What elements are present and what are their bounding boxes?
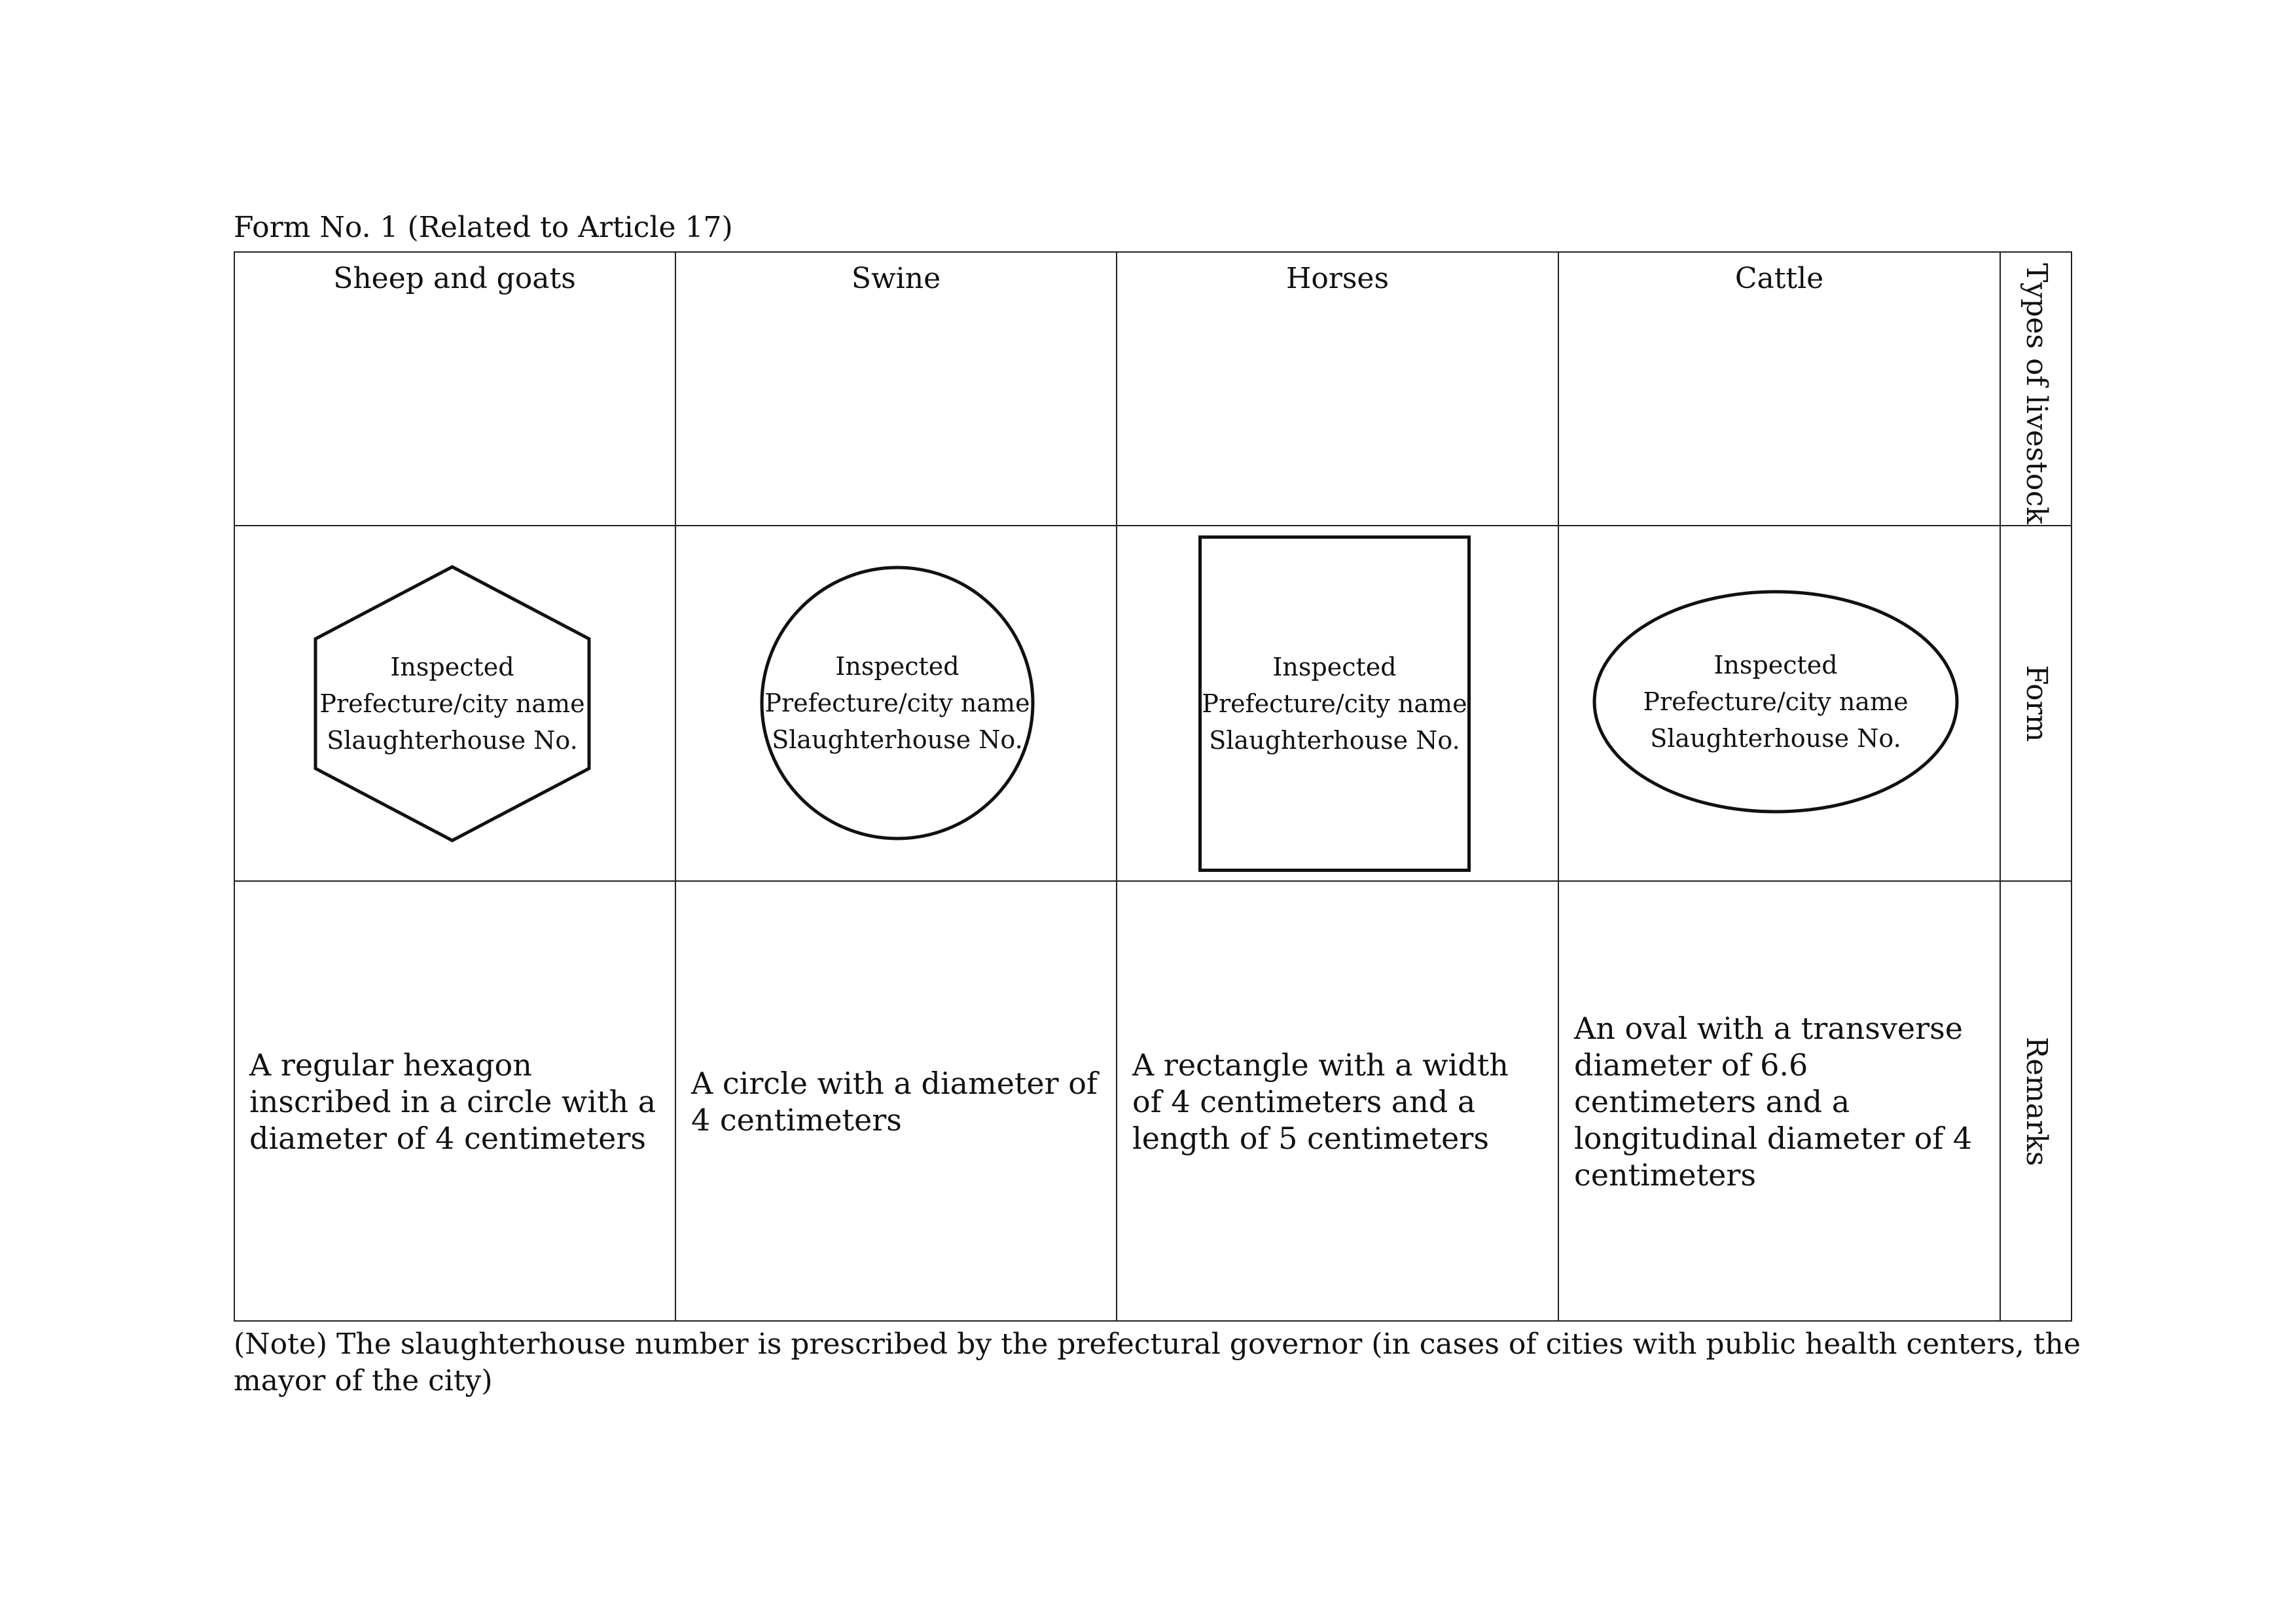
stamp-line-inspected: Inspected	[390, 653, 514, 681]
stamp-line-slaughterhouse-no: Slaughterhouse No.	[1650, 724, 1901, 753]
remark-swine: A circle with a diameter of 4 centimeters	[691, 1065, 1098, 1138]
form-title: Form No. 1 (Related to Article 17)	[234, 211, 733, 244]
row-label-types-of-livestock	[2000, 251, 2072, 526]
header-sheep-and-goats: Sheep and goats	[333, 262, 576, 295]
stamp-line-slaughterhouse-no: Slaughterhouse No.	[772, 725, 1023, 754]
stamp-line-slaughterhouse-no: Slaughterhouse No.	[1209, 726, 1460, 755]
stamp-line-prefecture-city-name: Prefecture/city name	[1202, 689, 1467, 718]
header-swine: Swine	[851, 262, 941, 295]
row-label-types-text: Types of livestock	[2020, 263, 2053, 524]
circle-stamp	[760, 566, 1035, 840]
oval-stamp	[1592, 590, 1959, 814]
stamp-line-prefecture-city-name: Prefecture/city name	[319, 689, 585, 718]
remark-horses: A rectangle with a width of 4 centimeters and a length of 5 centimeters	[1132, 1047, 1509, 1156]
stamp-line-prefecture-city-name: Prefecture/city name	[764, 689, 1030, 717]
row-label-form-text: Form	[2020, 664, 2053, 742]
footnote: (Note) The slaughterhouse number is prescribed by the prefectural governor (in cases of cities with public health centers, the mayor of the city)	[234, 1327, 2081, 1398]
hexagon-stamp	[315, 567, 589, 840]
remark-sheep-and-goats: A regular hexagon inscribed in a circle with a diameter of 4 centimeters	[249, 1047, 656, 1156]
stamp-line-inspected: Inspected	[1713, 651, 1838, 679]
hexagon-stamp-text	[315, 567, 589, 840]
stamp-line-slaughterhouse-no: Slaughterhouse No.	[327, 726, 578, 755]
row-label-remarks-text: Remarks	[2020, 1036, 2053, 1166]
livestock-stamp-table	[234, 251, 2072, 1322]
stamp-line-prefecture-city-name: Prefecture/city name	[1643, 687, 1909, 716]
rectangle-stamp-text	[1198, 535, 1471, 872]
oval-stamp-text	[1592, 590, 1959, 814]
circle-stamp-text	[760, 566, 1035, 840]
header-horses: Horses	[1285, 262, 1390, 295]
row-label-remarks	[2000, 881, 2072, 1322]
row-label-form	[2000, 526, 2072, 881]
stamp-line-inspected: Inspected	[1272, 653, 1397, 681]
header-cattle: Cattle	[1734, 262, 1824, 295]
remark-cattle: An oval with a transverse diameter of 6.6 centimeters and a longitudinal diameter of 4 centimeters	[1574, 1010, 1973, 1193]
rectangle-stamp	[1198, 535, 1471, 872]
stamp-line-inspected: Inspected	[835, 652, 960, 681]
